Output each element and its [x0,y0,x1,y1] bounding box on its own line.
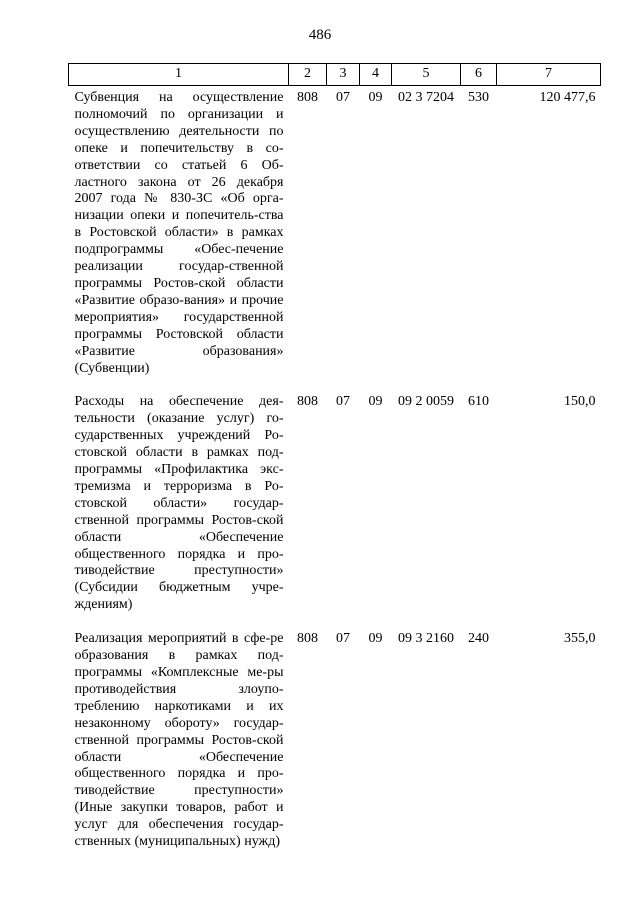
table-row [69,86,601,378]
row-section-code: 07 [336,631,350,647]
table-body [69,86,601,851]
row-ministry-code: 808 [297,631,318,647]
row-amount: 120 477,6 [539,90,596,105]
row-target-article: 09 3 2160 [398,631,454,647]
row-subsection-code: 09 [368,90,383,105]
header-col-7: 7 [497,64,601,86]
header-col-5: 5 [392,64,461,86]
header-col-3: 3 [327,64,360,86]
row-expense-type: 530 [468,90,489,105]
page-number: 486 [308,27,332,43]
header-col-6: 6 [461,64,497,86]
row-description: Расходы на обеспечение дея-тельности (оказание услуг) го-сударственных учреждений Ро-стовской области в рамках под-программы «Профилактика экс-тремизма и терроризма в Ро-стовской области» государ-ственной программы Ростов-ской области «Обеспечение общественного порядка и про-тиводействие преступности» (Субсидии бюджетным учре-ждениям) [74,394,284,613]
row-section-code: 07 [336,394,350,410]
header-col-1: 1 [69,64,289,86]
row-expense-type: 240 [468,631,489,647]
header-col-4: 4 [360,64,392,86]
budget-table [68,63,601,851]
row-description: Реализация мероприятий в сфе-ре образования в рамках под-программы «Комплексные ме-ры противодействия злоупо-треблению наркотиками и их незаконному обороту» государ-ственной программы Ростов-ской области «Обеспечение общественного порядка и про-тиводействие преступности» (Иные закупки товаров, работ и услуг для обеспечения государ-ственных (муниципальных) нужд) [74,631,284,850]
row-target-article: 09 2 0059 [398,394,454,410]
row-subsection-code: 09 [368,631,383,647]
row-amount: 150,0 [564,394,596,410]
row-ministry-code: 808 [297,394,318,410]
header-col-2: 2 [289,64,327,86]
row-description: Субвенция на осуществление полномочий по организации и осуществлению деятельности по опеке и попечительству в со-ответствии со статьей 6 Об-ластного закона от 26 декабря 2007 года № 830-ЗС «Об орга-низации опеки и попечитель-ства в Ростовской области» в рамках подпрограммы «Обес-печение реализации государ-ственной программы Ростов-ской области «Развитие образо-вания» и прочие мероприятия» государственной программы Ростовской области «Развитие образования» (Субвенции) [74,90,284,376]
table-row [69,377,601,614]
row-expense-type: 610 [468,394,489,410]
row-ministry-code: 808 [297,90,318,105]
row-amount: 355,0 [564,631,596,647]
row-target-article: 02 3 7204 [398,90,454,105]
row-section-code: 07 [336,90,350,105]
table-header [69,64,601,86]
table-row [69,614,601,851]
row-subsection-code: 09 [368,394,383,410]
header-row [69,64,601,86]
